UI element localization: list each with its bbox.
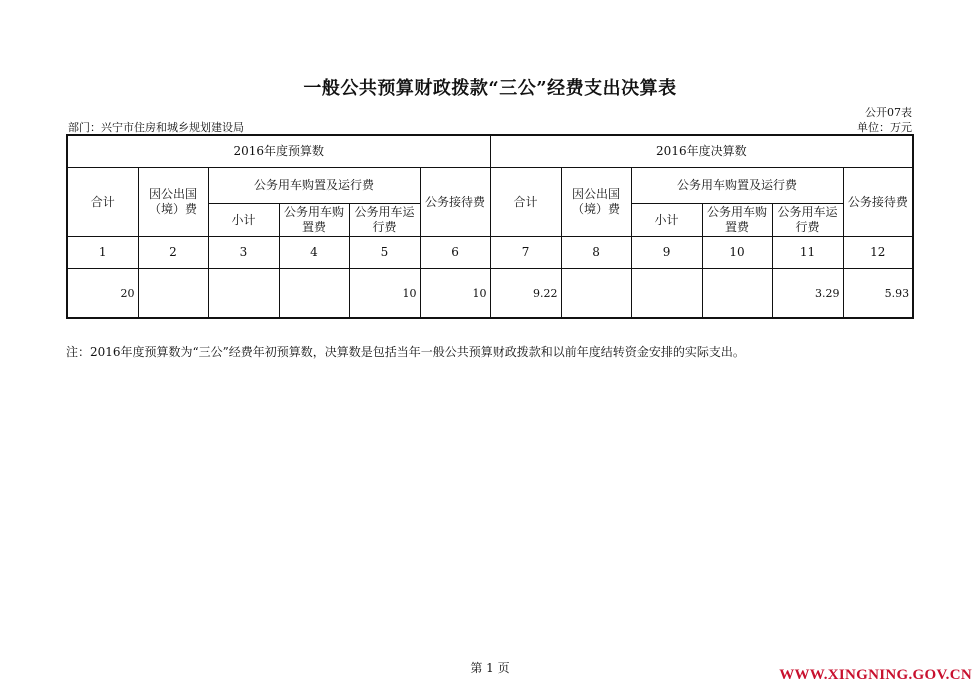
final-operation-header: 公务用车运行费 (772, 204, 843, 237)
budget-abroad-header: 因公出国（境）费 (138, 168, 208, 237)
three-public-expenses-table (66, 134, 914, 319)
final-reception-header: 公务接待费 (843, 168, 913, 237)
budget-abroad-value (138, 269, 208, 319)
budget-total-value: 20 (67, 269, 138, 319)
final-purchase-value (702, 269, 772, 319)
budget-subtotal-value (208, 269, 279, 319)
final-abroad-value (561, 269, 631, 319)
final-operation-value: 3.29 (772, 269, 843, 319)
budget-operation-header: 公务用车运行费 (349, 204, 420, 237)
data-row (67, 269, 913, 319)
budget-total-header: 合计 (67, 168, 138, 237)
final-vehicle-header: 公务用车购置及运行费 (631, 168, 843, 204)
budget-purchase-value (279, 269, 349, 319)
page-title: 一般公共预算财政拨款“三公”经费支出决算表 (303, 78, 677, 99)
col-number: 11 (772, 237, 843, 269)
col-number: 8 (561, 237, 631, 269)
col-number: 6 (420, 237, 490, 269)
col-number: 4 (279, 237, 349, 269)
final-total-header: 合计 (490, 168, 561, 237)
final-total-value: 9.22 (490, 269, 561, 319)
page-number: 第 1 页 (470, 661, 510, 675)
col-number: 7 (490, 237, 561, 269)
footnote: 注：2016年度预算数为“三公”经费年初预算数，决算数是包括当年一般公共预算财政拨款和以前年度结转资金安排的实际支出。 (66, 345, 745, 359)
column-number-row (67, 237, 913, 269)
budget-purchase-header: 公务用车购置费 (279, 204, 349, 237)
site-watermark: WWW.XINGNING.GOV.CN (779, 667, 972, 683)
budget-vehicle-header: 公务用车购置及运行费 (208, 168, 420, 204)
unit-label: 单位：万元 (857, 121, 912, 134)
col-number: 5 (349, 237, 420, 269)
final-subtotal-value (631, 269, 702, 319)
department-label: 部门：兴宁市住房和城乡规划建设局 (68, 121, 244, 134)
budget-reception-value: 10 (420, 269, 490, 319)
col-number: 3 (208, 237, 279, 269)
col-number: 12 (843, 237, 913, 269)
final-reception-value: 5.93 (843, 269, 913, 319)
budget-operation-value: 10 (349, 269, 420, 319)
final-abroad-header: 因公出国（境）费 (561, 168, 631, 237)
final-purchase-header: 公务用车购置费 (702, 204, 772, 237)
final-subtotal-header: 小计 (631, 204, 702, 237)
form-code: 公开07表 (865, 106, 912, 119)
col-number: 9 (631, 237, 702, 269)
col-number: 1 (67, 237, 138, 269)
col-number: 2 (138, 237, 208, 269)
budget-group-header: 2016年度预算数 (67, 135, 490, 168)
col-number: 10 (702, 237, 772, 269)
final-group-header: 2016年度决算数 (490, 135, 913, 168)
budget-reception-header: 公务接待费 (420, 168, 490, 237)
budget-subtotal-header: 小计 (208, 204, 279, 237)
